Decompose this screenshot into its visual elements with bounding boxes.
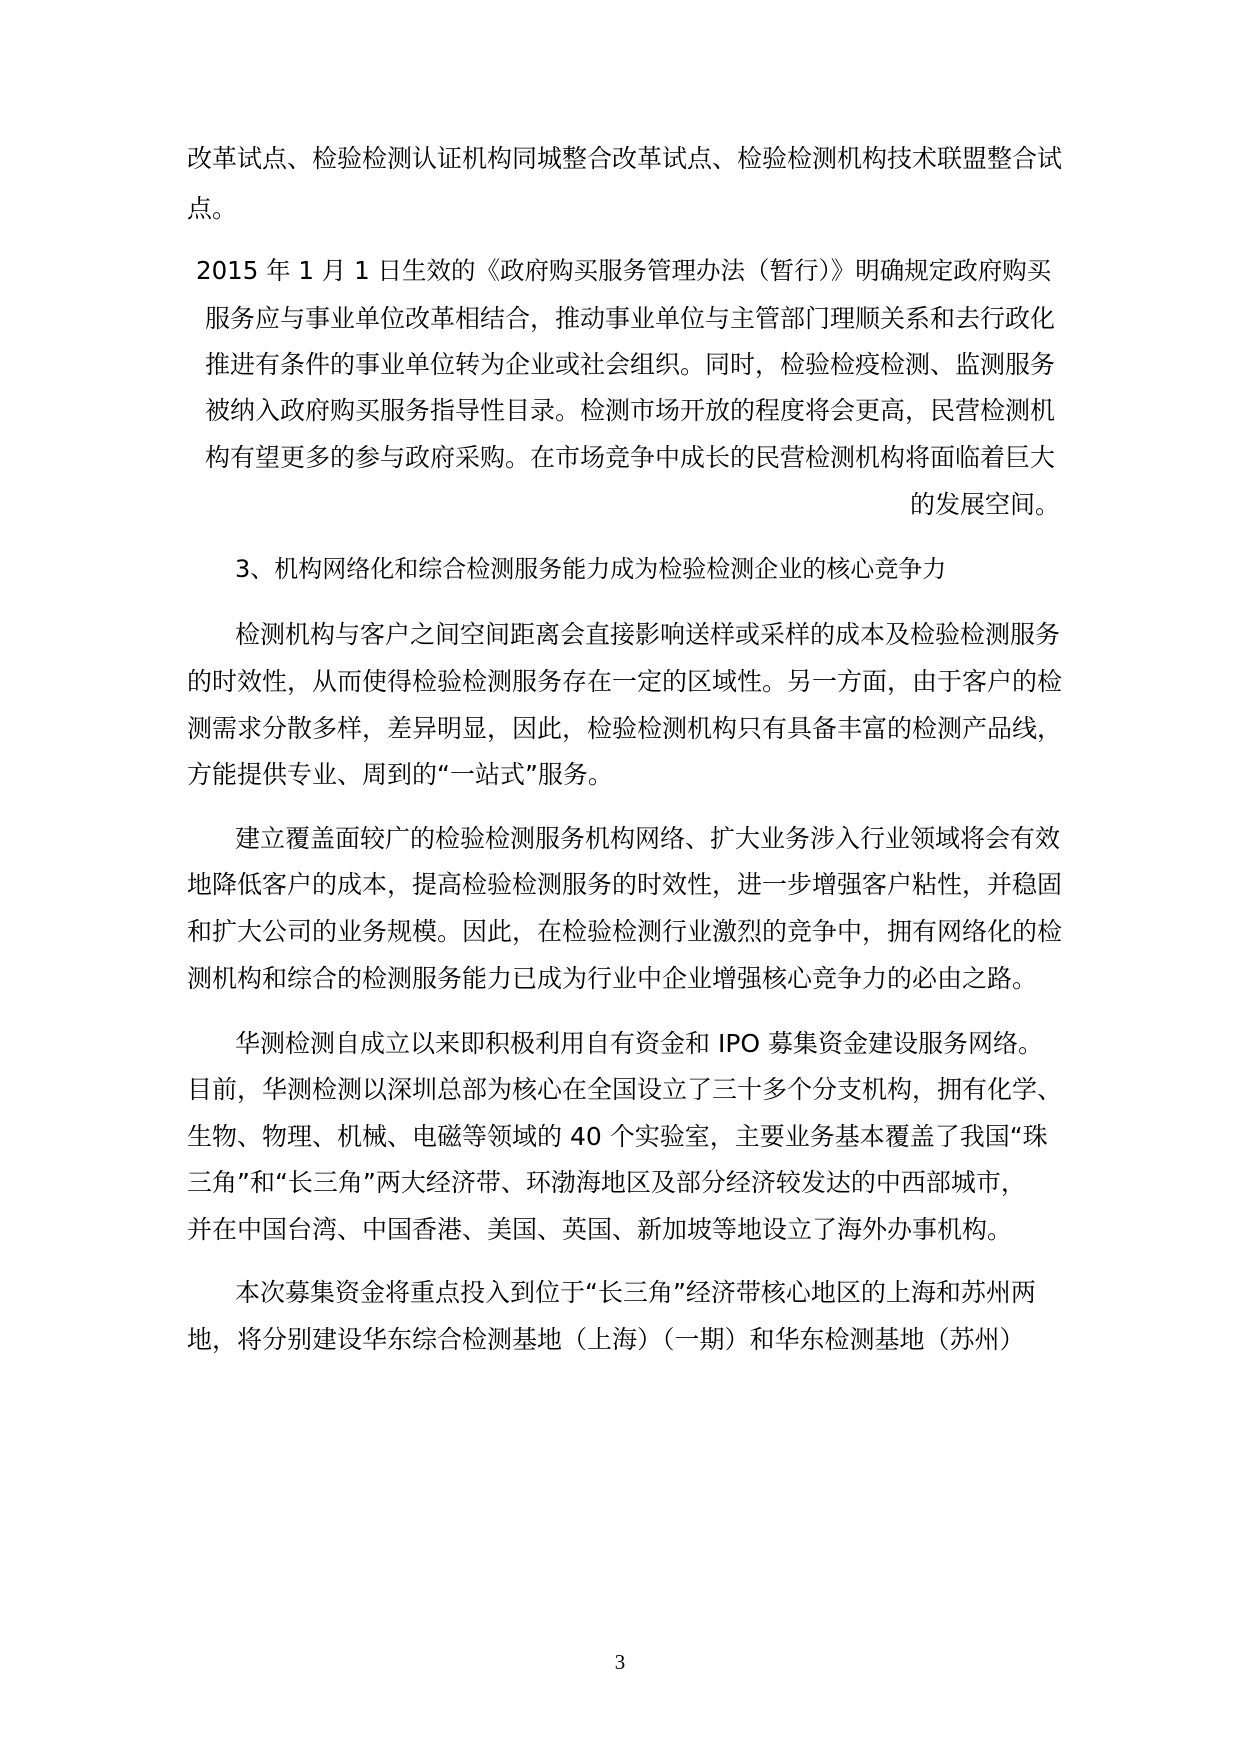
- paragraph-5-line-1: 华测检测自成立以来即积极利用自有资金和 IPO 募集资金建设服务网络。: [235, 1029, 1044, 1058]
- paragraph-2-line-4: 被纳入政府购买服务指导性目录。检测市场开放的程度将会更高，民营检测机: [205, 396, 1056, 425]
- paragraph-6-line-2: 地，将分别建设华东综合检测基地（上海）（一期）和华东检测基地（苏州）: [187, 1325, 1025, 1354]
- paragraph-4-line-4: 测机构和综合的检测服务能力已成为行业中企业增强核心竞争力的必由之路。: [187, 964, 1038, 993]
- paragraph-2-line-5: 构有望更多的参与政府采购。在市场竞争中成长的民营检测机构将面临着巨大: [205, 443, 1056, 472]
- paragraph-2-line-3: 推进有条件的事业单位转为企业或社会组织。同时，检验检疫检测、监测服务: [205, 350, 1056, 379]
- paragraph-5-line-4: 三角”和“长三角”两大经济带、环渤海地区及部分经济较发达的中西部城市，: [187, 1168, 1026, 1197]
- section-heading: 3、机构网络化和综合检测服务能力成为检验检测企业的核心竞争力: [235, 555, 947, 583]
- paragraph-5-line-2: 目前，华测检测以深圳总部为核心在全国设立了三十多个分支机构，拥有化学、: [187, 1075, 1063, 1104]
- paragraph-2-line-2: 服务应与事业单位改革相结合，推动事业单位与主管部门理顺关系和去行政化: [205, 304, 1056, 333]
- paragraph-4-line-3: 和扩大公司的业务规模。因此，在检验检测行业激烈的竞争中，拥有网络化的检: [187, 917, 1063, 946]
- paragraph-3-line-2: 的时效性，从而使得检验检测服务存在一定的区域性。另一方面，由于客户的检: [187, 667, 1063, 696]
- paragraph-2-line-1: 2015 年 1 月 1 日生效的《政府购买服务管理办法（暂行）》明确规定政府购买: [196, 256, 1052, 285]
- paragraph-1-line-1: 改革试点、检验检测认证机构同城整合改革试点、检验检测机构技术联盟整合试: [187, 144, 1063, 173]
- paragraph-3-line-4: 方能提供专业、周到的“一站式”服务。: [187, 760, 613, 789]
- paragraph-3-line-1: 检测机构与客户之间空间距离会直接影响送样或采样的成本及检验检测服务: [235, 620, 1061, 649]
- paragraph-1-line-2: 点。: [187, 194, 238, 223]
- paragraph-3-line-3: 测需求分散多样，差异明显，因此，检验检测机构只有具备丰富的检测产品线，: [187, 714, 1063, 743]
- paragraph-5-line-5: 并在中国台湾、中国香港、美国、英国、新加坡等地设立了海外办事机构。: [187, 1215, 1013, 1244]
- page-number: 3: [614, 1650, 626, 1674]
- paragraph-4-line-1: 建立覆盖面较广的检验检测服务机构网络、扩大业务涉入行业领域将会有效: [235, 824, 1061, 853]
- paragraph-6-line-1: 本次募集资金将重点投入到位于“长三角”经济带核心地区的上海和苏州两: [235, 1278, 1036, 1307]
- paragraph-5-line-3: 生物、物理、机械、电磁等领域的 40 个实验室，主要业务基本覆盖了我国“珠: [187, 1122, 1048, 1151]
- paragraph-2-line-6: 的发展空间。: [909, 490, 1060, 519]
- paragraph-4-line-2: 地降低客户的成本，提高检验检测服务的时效性，进一步增强客户粘性，并稳固: [187, 870, 1063, 899]
